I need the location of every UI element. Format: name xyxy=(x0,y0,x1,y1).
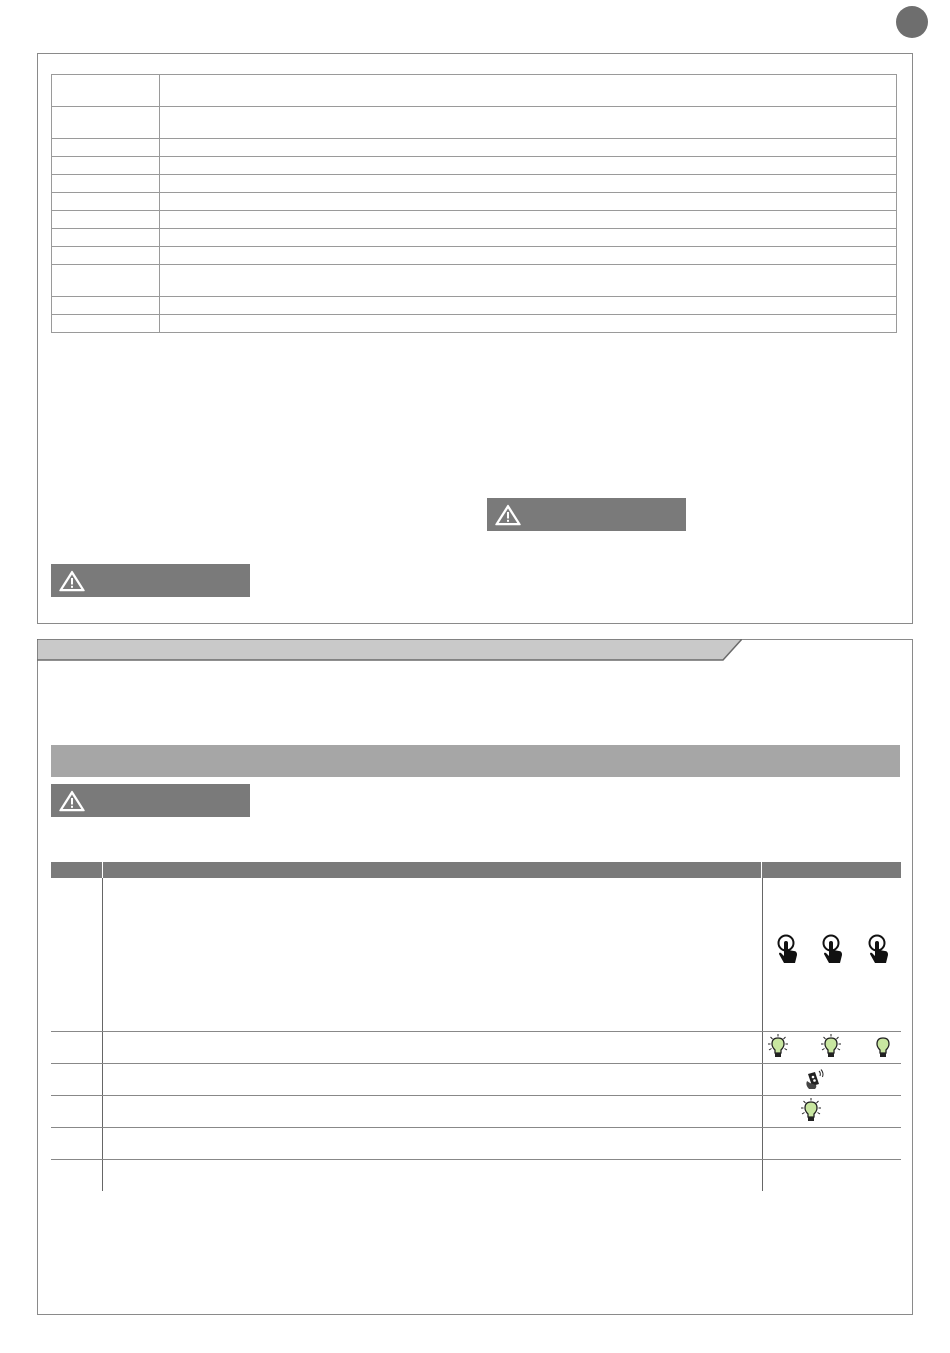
remote-control-icon xyxy=(802,1068,826,1092)
procedure-step-text xyxy=(110,1068,750,1092)
row-divider xyxy=(51,1127,901,1128)
procedure-header-step xyxy=(51,862,102,878)
row-divider xyxy=(51,1063,901,1064)
column-divider xyxy=(762,878,763,1191)
table-row xyxy=(52,75,897,107)
table-row xyxy=(52,157,897,175)
warning-triangle-icon xyxy=(59,570,85,592)
procedure-step-text xyxy=(110,884,750,1024)
procedure-step-text xyxy=(110,1036,750,1060)
table-row xyxy=(52,139,897,157)
table-row xyxy=(52,265,897,297)
table-row xyxy=(52,297,897,315)
warning-banner xyxy=(51,564,250,597)
subsection-header xyxy=(51,745,900,777)
procedure-step-text xyxy=(110,1164,750,1188)
warning-banner xyxy=(487,498,686,531)
lightbulb-blinking-icon xyxy=(818,1034,844,1060)
parameters-table xyxy=(51,74,897,333)
procedure-header-icons xyxy=(762,862,901,878)
row-divider xyxy=(51,1095,901,1096)
parameters-panel xyxy=(37,53,913,624)
column-divider xyxy=(102,878,103,1191)
table-row xyxy=(52,211,897,229)
section-title-bar xyxy=(37,639,742,661)
procedure-header-description xyxy=(103,862,761,878)
table-row xyxy=(52,175,897,193)
lightbulb-icon xyxy=(870,1034,896,1060)
procedure-step-text xyxy=(110,1100,750,1124)
procedure-step-text xyxy=(110,1132,750,1156)
table-row xyxy=(52,193,897,211)
warning-triangle-icon xyxy=(59,790,85,812)
row-divider xyxy=(51,1031,901,1032)
lightbulb-blinking-icon xyxy=(798,1098,824,1124)
row-divider xyxy=(51,1159,901,1160)
table-row xyxy=(52,107,897,139)
hand-press-icon xyxy=(820,934,846,968)
warning-triangle-icon xyxy=(495,504,521,526)
table-row xyxy=(52,229,897,247)
lightbulb-blinking-icon xyxy=(765,1034,791,1060)
table-row xyxy=(52,247,897,265)
hand-press-icon xyxy=(866,934,892,968)
warning-banner xyxy=(51,784,250,817)
page-number-badge xyxy=(896,6,928,38)
hand-press-icon xyxy=(775,934,801,968)
table-row xyxy=(52,315,897,333)
